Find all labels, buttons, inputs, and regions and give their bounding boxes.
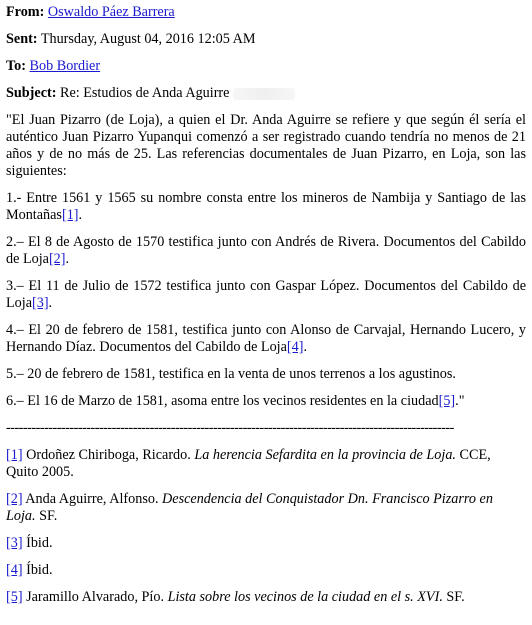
footnote-ref-5[interactable]: [5]: [438, 393, 456, 409]
subject-row: [6, 85, 526, 102]
footnote-ref-2[interactable]: [2]: [48, 251, 66, 267]
intro-paragraph: "El Juan Pizarro (de Loja), a quien el Dr. Anda Aguirre se refiere y que según él sería el auténtico Juan Pizarro Yupanqui comenzó a ser registrado cuando tendría no menos de 21 años y de no más de 25. Las referencias documentales de Juan Pizarro, en Loja, son las siguientes:: [6, 112, 526, 179]
footnote-1: [1] Ordoñez Chiriboga, Ricardo. La herencia Sefardita en la provincia de Loja. CCE, Quito 2005.: [6, 447, 491, 480]
list-item-1: 1.- Entre 1561 y 1565 su nombre consta entre los mineros de Nambija y Santiago de las Montañas[1].: [6, 190, 526, 223]
list-item-5: 5.– 20 de febrero de 1581, testifica en la venta de unos terrenos a los agustinos.: [6, 366, 456, 382]
from-label: From:: [6, 4, 45, 20]
sent-label: Sent:: [6, 31, 38, 47]
list-item-3: 3.– El 11 de Julio de 1572 testifica junto con Gaspar López. Documentos del Cabildo de Loja[3].: [6, 278, 526, 311]
list-item-4: 4.– El 20 de febrero de 1581, testifica junto con Alonso de Carvajal, Hernando Lucero, y Hernando Díaz. Documentos del Cabildo de Loja[4].: [6, 322, 526, 355]
from-row: [6, 4, 526, 21]
separator-line: ----------------------------------------------------------------------------------------------------------: [6, 420, 454, 436]
subject-label: Subject:: [6, 85, 57, 101]
footnote-link-5[interactable]: [5]: [6, 589, 23, 605]
list-item-6: 6.– El 16 de Marzo de 1581, asoma entre los vecinos residentes en la ciudad[5].": [6, 393, 465, 409]
sent-value: Thursday, August 04, 2016 12:05 AM: [40, 31, 256, 47]
footnote-2: [2] Anda Aguirre, Alfonso. Descendencia del Conquistador Dn. Francisco Pizarro en Loja. SF.: [6, 491, 493, 524]
footnote-link-1[interactable]: [1]: [6, 447, 23, 463]
footnote-4: [4] Íbid.: [6, 562, 53, 578]
list-item-2: 2.– El 8 de Agosto de 1570 testifica junto con Andrés de Rivera. Documentos del Cabildo de Loja[2].: [6, 234, 526, 267]
to-link[interactable]: Bob Bordier: [29, 58, 101, 74]
redacted-region: [233, 88, 295, 100]
from-link[interactable]: Oswaldo Páez Barrera: [47, 4, 175, 20]
footnote-ref-3[interactable]: [3]: [32, 295, 49, 311]
footnote-link-3[interactable]: [3]: [6, 535, 23, 551]
sent-row: [6, 31, 526, 48]
footnote-ref-1[interactable]: [1]: [61, 207, 79, 223]
footnote-5: [5] Jaramillo Alvarado, Pío. Lista sobre los vecinos de la ciudad en el s. XVI. SF.: [6, 589, 465, 605]
to-row: [6, 58, 526, 75]
footnote-3: [3] Íbid.: [6, 535, 53, 551]
footnote-link-4[interactable]: [4]: [6, 562, 23, 578]
footnote-link-2[interactable]: [2]: [6, 491, 23, 507]
subject-value: Re: Estudios de Anda Aguirre: [60, 85, 230, 101]
to-label: To:: [6, 58, 26, 74]
footnote-ref-4[interactable]: [4]: [286, 339, 304, 355]
